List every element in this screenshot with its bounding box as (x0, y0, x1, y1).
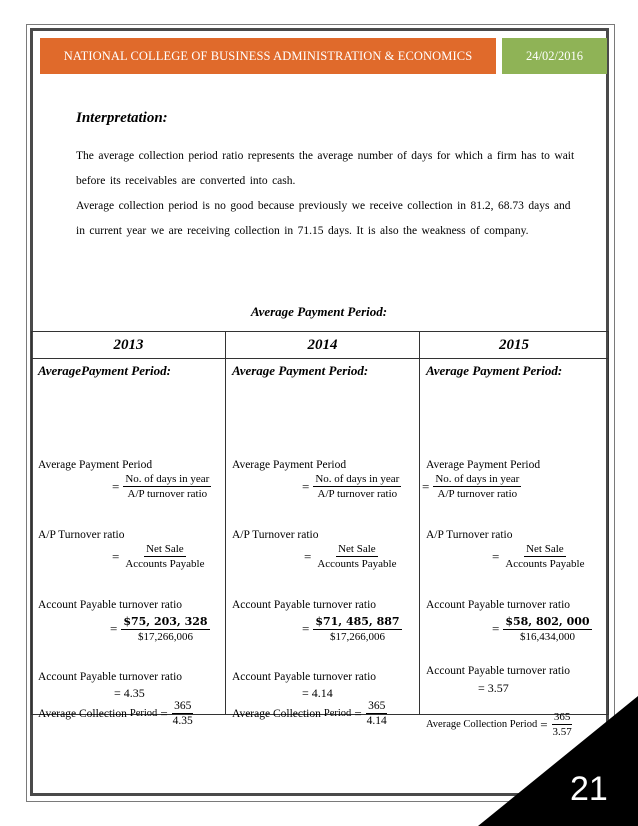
section-title: Average Payment Period: (250, 304, 388, 319)
fraction-denominator: Accounts Payable (505, 558, 585, 570)
apt-label-2: Account Payable turnover ratio (38, 671, 183, 683)
interpretation-heading: Interpretation: (76, 110, 168, 126)
cell-heading: Average Payment Period: (232, 363, 369, 378)
final-label: Average Collection Period (426, 719, 538, 730)
table-header-row (32, 332, 609, 359)
avg-payment-label: Average Payment Period (426, 459, 541, 471)
fraction-numerator: Net Sale (146, 543, 184, 555)
apt-result: = 4.14 (302, 686, 333, 700)
fraction-numerator: $75, 203, 328 (123, 615, 208, 628)
apt-label-2: Account Payable turnover ratio (232, 671, 377, 683)
apt-result: = 3.57 (478, 681, 509, 695)
page-corner-triangle (478, 696, 638, 826)
interpretation-paragraph-1: The average collection period ratio represents the average number of days for which a firm has to wait before its receivables are converted into cash. (76, 150, 575, 187)
apt-label: Account Payable turnover ratio (232, 599, 377, 611)
apt-fraction: = $\frac{\$58, 802, 000}{\$16,434,000}$ (492, 615, 590, 643)
page-number: 21 (570, 770, 608, 808)
fraction-denominator: 4.14 (366, 715, 387, 727)
final-fraction (365, 700, 389, 727)
fraction-numerator: Net Sale (338, 543, 376, 555)
fraction-denominator: Accounts Payable (125, 558, 205, 570)
fraction-denominator: 3.57 (552, 726, 572, 738)
table-body-row (32, 359, 609, 715)
year-header-2015: 2015 (420, 332, 609, 359)
header-date-bar (502, 38, 607, 74)
payment-period-table (31, 331, 609, 738)
apt-fraction: = $\frac{\$75, 203, 328}{\$17,266,006}$ (110, 615, 208, 643)
interpretation-paragraph-2: Average collection period is no good because previously we receive collection in 81.2, 68.73 days and in current year we are receiving collection in 71.15 days. It is also the weakness of company. (76, 200, 571, 237)
apt-label-2: Account Payable turnover ratio (426, 665, 571, 677)
fraction-numerator: No. of days in year (315, 473, 400, 485)
cell-heading: AveragePayment Period: (38, 363, 171, 378)
fraction-numerator: $58, 802, 000 (505, 615, 590, 628)
column-2014 (226, 359, 420, 727)
fraction-numerator: 365 (553, 711, 571, 723)
avg-payment-fraction: = $\frac{\text{No. of days in year}}{\text{A/P turnover ratio}}$ (112, 473, 210, 500)
final-average-line: Average Collection Period = $\frac{365}{4.35}$ (38, 700, 193, 727)
final-label: Average Collection (232, 707, 321, 720)
fraction-denominator: A/P turnover ratio (437, 488, 518, 500)
avg-payment-fraction: = $\frac{\text{No. of days in year}}{\text{A/P turnover ratio}}$ (422, 473, 520, 500)
ap-turnover-fraction: = $\frac{\text{Net Sale}}{\text{Accounts Payable}}$ (304, 543, 397, 570)
fraction-denominator: $16,434,000 (519, 631, 575, 643)
fraction-numerator: 365 (174, 700, 192, 712)
header-date: 24/02/2016 (526, 48, 583, 63)
final-average-line: Average Collection Period = $\frac{365}{3.57}$ (426, 711, 572, 738)
header-title: NATIONAL COLLEGE OF BUSINESS ADMINISTRATION & ECONOMICS (63, 48, 473, 63)
fraction-numerator: No. of days in year (435, 473, 520, 485)
apt-result: = 4.35 (114, 686, 145, 700)
avg-payment-label: Average Payment Period (232, 459, 347, 471)
column-2013 (32, 359, 226, 727)
fraction-denominator: $17,266,006 (329, 631, 385, 643)
apt-fraction: = $\frac{\$71, 485, 887}{\$17,266,006}$ (302, 615, 400, 643)
fraction-denominator: A/P turnover ratio (317, 488, 398, 500)
avg-payment-label: Average Payment Period (38, 459, 153, 471)
final-label: Average Collection (38, 707, 127, 720)
fraction-numerator: 365 (368, 700, 386, 712)
final-fraction (171, 700, 195, 727)
fraction-numerator: $71, 485, 887 (315, 615, 400, 628)
year-header-2014: 2014 (226, 332, 420, 359)
fraction-numerator: Net Sale (526, 543, 564, 555)
fraction-denominator: $17,266,006 (137, 631, 193, 643)
ap-turnover-label: A/P Turnover ratio (426, 529, 513, 541)
year-header-2013: 2013 (32, 332, 226, 359)
apt-label: Account Payable turnover ratio (426, 599, 571, 611)
fraction-denominator: A/P turnover ratio (127, 488, 208, 500)
ap-turnover-label: A/P Turnover ratio (38, 529, 125, 541)
ap-turnover-label: A/P Turnover ratio (232, 529, 319, 541)
fraction-denominator: 4.35 (172, 715, 193, 727)
cell-heading: Average Payment Period: (426, 363, 563, 378)
column-2015 (420, 359, 609, 738)
final-average-line: Average Collection Period = $\frac{365}{4.14}$ (232, 700, 387, 727)
header-title-bar (40, 38, 496, 74)
ap-turnover-fraction: = $\frac{\text{Net Sale}}{\text{Accounts Payable}}$ (112, 543, 205, 570)
fraction-numerator: No. of days in year (125, 473, 210, 485)
fraction-denominator: Accounts Payable (317, 558, 397, 570)
apt-label: Account Payable turnover ratio (38, 599, 183, 611)
avg-payment-fraction: = $\frac{\text{No. of days in year}}{\text{A/P turnover ratio}}$ (302, 473, 400, 500)
final-label-small: Period (323, 708, 352, 719)
ap-turnover-fraction: = $\frac{\text{Net Sale}}{\text{Accounts Payable}}$ (492, 543, 585, 570)
final-label-small: Period (129, 708, 158, 719)
